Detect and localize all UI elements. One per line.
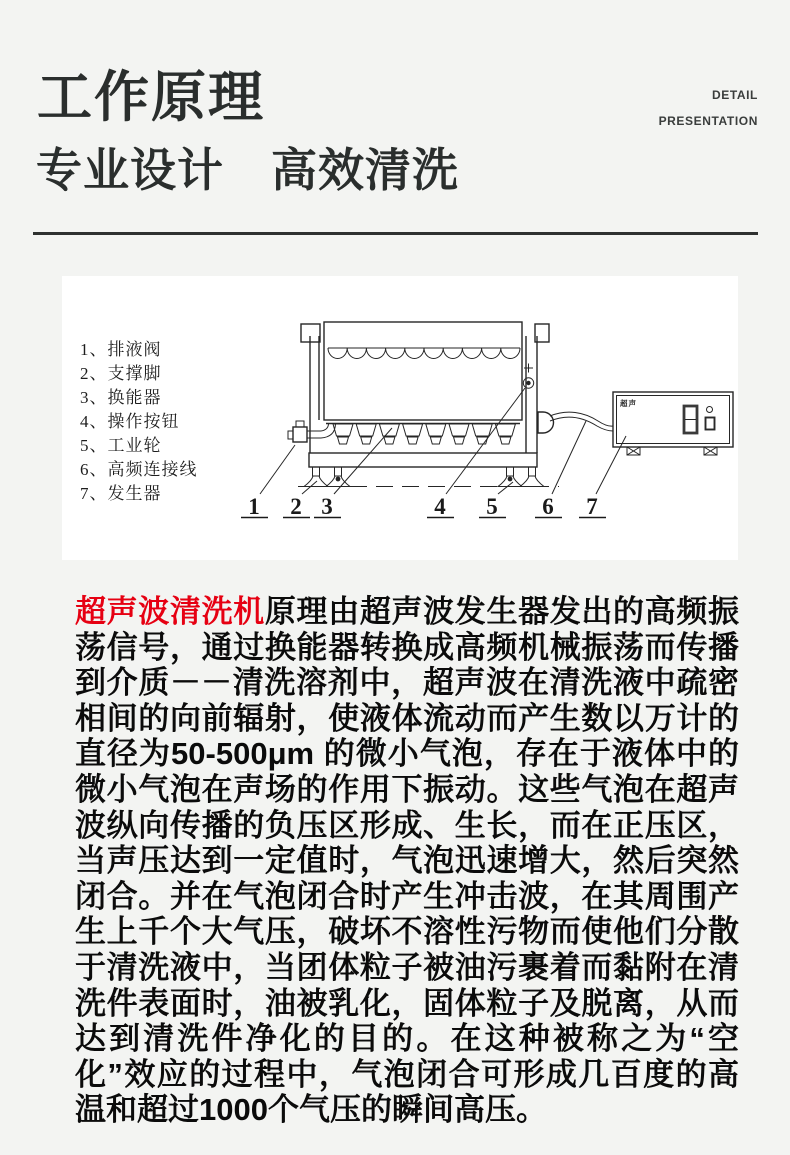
transducer-row xyxy=(333,424,515,444)
tagline xyxy=(659,82,758,134)
divider-line xyxy=(33,232,758,235)
control-knob xyxy=(523,364,533,389)
callout-number: 6 xyxy=(542,494,554,519)
generator-label: 超声 xyxy=(620,399,637,408)
callout-number: 4 xyxy=(434,494,446,519)
callout-number: 7 xyxy=(586,494,598,519)
legend-item: 4、操作按钮 xyxy=(80,412,180,431)
generator-box xyxy=(613,392,733,455)
page-subtitle: 专业设计 高效清洗 xyxy=(36,144,459,196)
legend-item: 6、高频连接线 xyxy=(80,460,198,479)
drain-valve xyxy=(288,421,336,442)
liquid-wave xyxy=(328,348,520,359)
principle-body: 原理由超声波发生器发出的高频振荡信号，通过换能器转换成高频机械振荡而传播到介质－－清洗溶剂中，超声波在清洗液中疏密相间的向前辐射，使液体流动而产生数以万计的直径为50-500μm 的微小气泡，存在于液体中的微小气泡在声场的作用下振动。这些气泡在超声波纵向传播的负压区形成、生长，而在正压区，当声压达到一定值时，气泡迅速增大，然后突然闭合。并在气泡闭合时产生冲击波，在其周围产生上千个大气压，破坏不溶性污物而使他们分散于清洗液中，当团体粒子被油污裹着而黏附在清洗件表面时，油被乳化，固体粒子及脱离，从而达到清洗件净化的目的。在这种被称之为“空化”效应的过程中，气泡闭合可形成几百度的高温和超过1000个气压的瞬间高压。 xyxy=(75,594,740,1128)
legend-item: 1、排液阀 xyxy=(80,340,162,359)
hf-cable xyxy=(538,412,613,433)
generator-button xyxy=(706,418,715,430)
legend-item: 2、支撑脚 xyxy=(80,364,162,383)
legend-item: 5、工业轮 xyxy=(80,436,162,455)
callout-number: 5 xyxy=(486,494,498,519)
diagram-panel xyxy=(62,276,738,560)
legend-item: 7、发生器 xyxy=(80,484,162,503)
legend-item: 3、换能器 xyxy=(80,388,162,407)
callout-number: 2 xyxy=(290,494,302,519)
inner-tank xyxy=(324,322,522,420)
leader-lines xyxy=(260,388,626,494)
tagline-line2: PRESENTATION xyxy=(658,114,758,128)
callout-number: 3 xyxy=(321,494,333,519)
indicator-light xyxy=(707,407,713,413)
diagram-legend xyxy=(80,338,198,506)
principle-text xyxy=(75,594,739,1128)
page-title: 工作原理 xyxy=(37,66,266,128)
principle-lead: 超声波清洗机 xyxy=(75,594,265,629)
tank-base xyxy=(309,453,537,467)
callout-number: 1 xyxy=(248,494,260,519)
support-feet xyxy=(304,467,544,487)
generator-feet xyxy=(627,447,717,455)
tagline-line1: DETAIL xyxy=(711,88,758,102)
